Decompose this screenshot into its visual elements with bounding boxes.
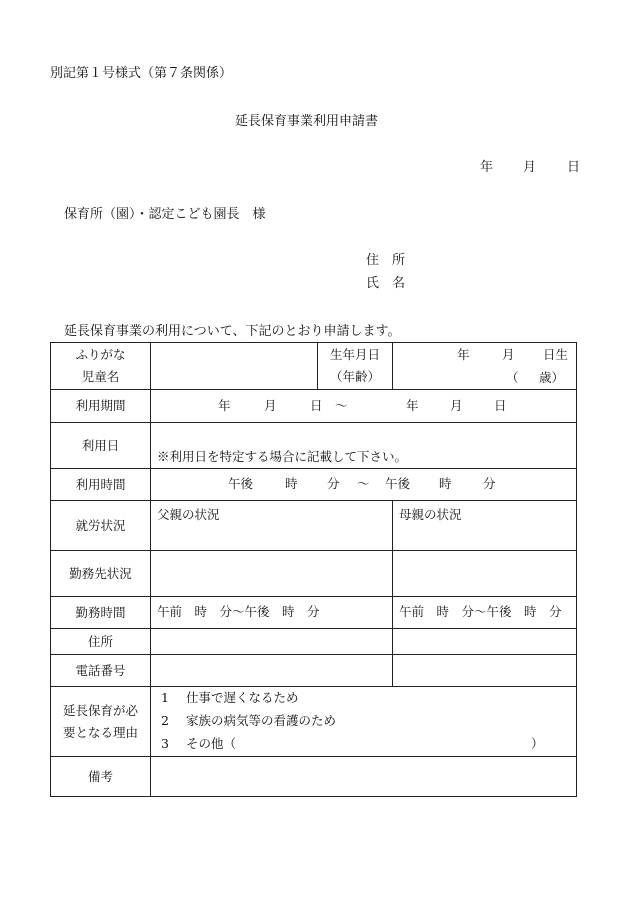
applicant-name-label: 氏 名 xyxy=(366,276,406,291)
period-day-1: 日 xyxy=(310,398,323,413)
child-name-label-cell xyxy=(51,343,151,390)
father-hours-field[interactable] xyxy=(151,597,393,629)
form-number: 別記第１号様式（第７条関係） xyxy=(50,66,233,81)
work-hours-row xyxy=(51,597,577,629)
reason-option-1-number: 1 xyxy=(161,690,169,705)
birth-month-label: 月 xyxy=(502,347,515,362)
reason-options xyxy=(151,687,577,757)
period-field[interactable] xyxy=(151,390,577,423)
date-day-label: 日 xyxy=(567,160,581,175)
date-month-label: 月 xyxy=(523,160,537,175)
usage-time-min-2: 分 xyxy=(483,476,496,491)
workplace-row xyxy=(51,551,577,597)
birth-year-label: 年 xyxy=(457,347,470,362)
usage-day-row xyxy=(51,423,577,469)
child-row xyxy=(51,343,577,390)
mother-address-field[interactable] xyxy=(393,629,577,655)
birthdate-label: 生年月日 xyxy=(330,347,381,362)
father-hours-text: 午前 時 分～午後 時 分 xyxy=(157,604,320,619)
period-year-1: 年 xyxy=(218,398,231,413)
reason-close-paren: ） xyxy=(531,736,544,751)
reason-option-2[interactable]: 家族の病気等の看護のため xyxy=(186,713,337,728)
address-label: 住所 xyxy=(51,629,151,655)
period-label: 利用期間 xyxy=(51,390,151,423)
usage-day-note: ※利用日を特定する場合に記載して下さい。 xyxy=(157,449,408,464)
father-address-field[interactable] xyxy=(151,629,393,655)
reason-label-line-2: 要となる理由 xyxy=(62,724,138,740)
document-title: 延長保育事業利用申請書 xyxy=(235,114,379,129)
father-phone-field[interactable] xyxy=(151,655,393,687)
usage-time-pm-2: 午後 xyxy=(385,476,411,491)
addressee: 保育所（園）・認定こども園長 様 xyxy=(64,207,266,222)
period-year-2: 年 xyxy=(406,398,419,413)
work-hours-label: 勤務時間 xyxy=(51,597,151,629)
applicant-address-label: 住 所 xyxy=(366,253,406,268)
application-form-table xyxy=(50,342,577,797)
furigana-label: ふりがな xyxy=(75,347,126,362)
reason-label-cell xyxy=(51,687,151,757)
reason-label-line-1: 延長保育が必 xyxy=(62,702,138,718)
father-workplace-field[interactable] xyxy=(151,551,393,597)
child-name-label: 児童名 xyxy=(81,369,120,384)
father-status-field[interactable] xyxy=(151,501,393,551)
age-unit-label: 歳） xyxy=(539,370,565,385)
usage-time-tilde: ～ xyxy=(357,476,370,491)
usage-time-min-1: 分 xyxy=(327,476,340,491)
reason-option-1[interactable]: 仕事で遅くなるため xyxy=(186,690,299,705)
intro-text: 延長保育事業の利用について、下記のとおり申請します。 xyxy=(64,324,401,339)
child-name-field[interactable] xyxy=(151,343,318,390)
mother-status-label: 母親の状況 xyxy=(399,507,462,522)
usage-time-hour-2: 時 xyxy=(439,476,452,491)
birthdate-field[interactable] xyxy=(393,343,577,390)
usage-time-pm-1: 午後 xyxy=(228,476,254,491)
usage-day-field[interactable] xyxy=(151,423,577,469)
birthdate-label-cell xyxy=(318,343,393,390)
period-day-2: 日 xyxy=(494,398,507,413)
mother-hours-field[interactable] xyxy=(393,597,577,629)
usage-time-field[interactable] xyxy=(151,469,577,501)
workplace-label: 勤務先状況 xyxy=(51,551,151,597)
reason-option-2-number: 2 xyxy=(161,713,169,728)
usage-time-hour-1: 時 xyxy=(285,476,298,491)
remarks-field[interactable] xyxy=(151,757,577,797)
period-tilde: ～ xyxy=(335,398,348,413)
phone-row xyxy=(51,655,577,687)
mother-workplace-field[interactable] xyxy=(393,551,577,597)
birth-day-label: 日生 xyxy=(543,347,569,362)
mother-phone-field[interactable] xyxy=(393,655,577,687)
period-month-2: 月 xyxy=(450,398,463,413)
usage-time-label: 利用時間 xyxy=(51,469,151,501)
work-status-label: 就労状況 xyxy=(51,501,151,551)
period-row xyxy=(51,390,577,423)
age-open-paren: （ xyxy=(506,370,519,385)
remarks-row xyxy=(51,757,577,797)
age-label: （年齢） xyxy=(330,369,381,384)
reason-row xyxy=(51,687,577,757)
period-month-1: 月 xyxy=(264,398,277,413)
father-status-label: 父親の状況 xyxy=(157,507,220,522)
reason-option-3[interactable]: その他（ xyxy=(186,736,237,751)
usage-day-label: 利用日 xyxy=(51,423,151,469)
reason-option-3-number: 3 xyxy=(161,736,169,751)
work-status-row xyxy=(51,501,577,551)
date-year-label: 年 xyxy=(480,160,494,175)
remarks-label: 備考 xyxy=(51,757,151,797)
mother-hours-text: 午前 時 分～午後 時 分 xyxy=(399,604,562,619)
mother-status-field[interactable] xyxy=(393,501,577,551)
address-row xyxy=(51,629,577,655)
usage-time-row xyxy=(51,469,577,501)
phone-label: 電話番号 xyxy=(51,655,151,687)
